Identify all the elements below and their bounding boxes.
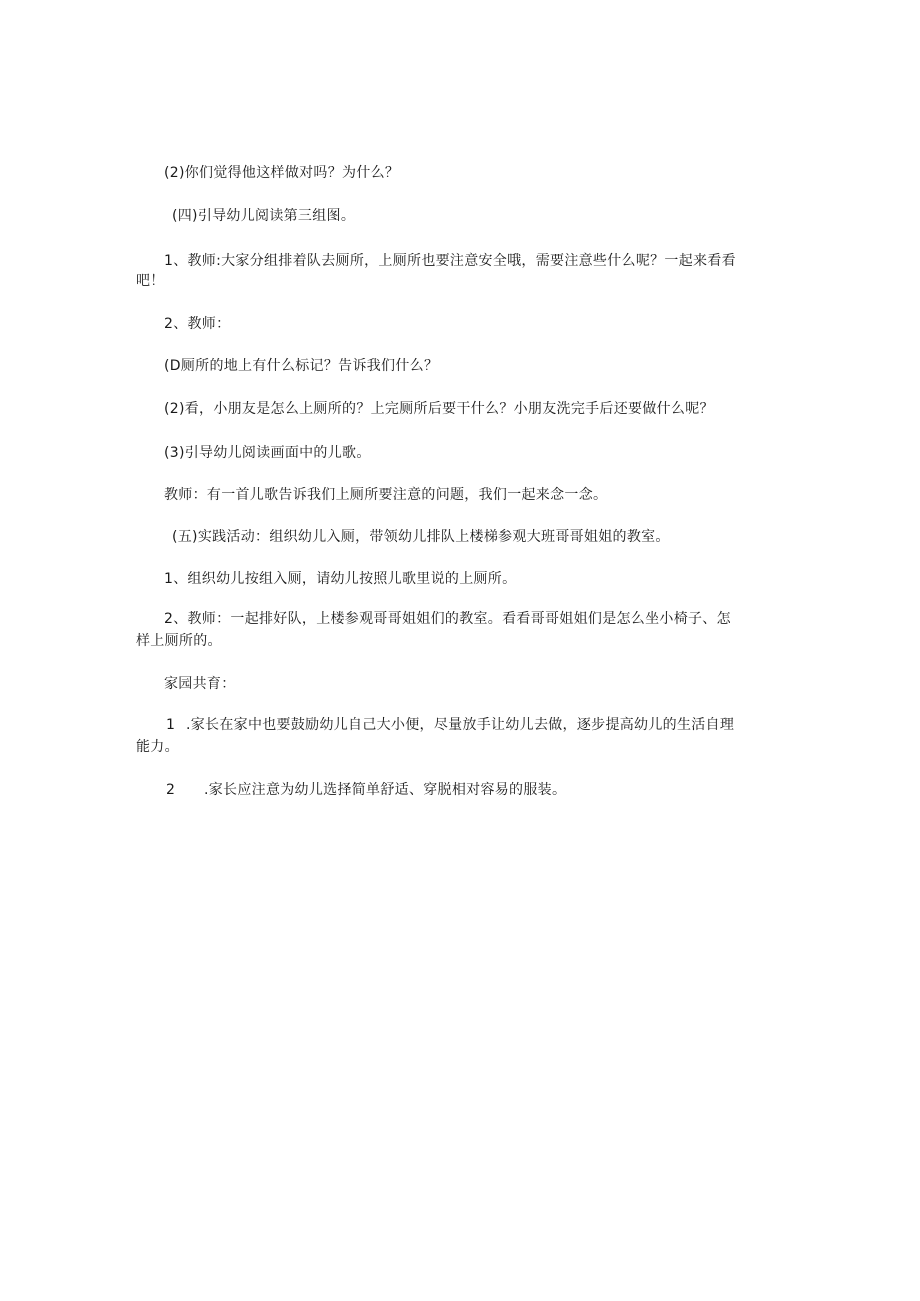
paragraph-teacher-2: 2、教师：	[164, 316, 231, 332]
paragraph-item-3: (3)引导幼儿阅读画面中的儿歌。	[164, 445, 371, 461]
section-heading-4: (四)引导幼儿阅读第三组图。	[172, 208, 356, 224]
paragraph-item-1: (D厕所的地上有什么标记？告诉我们什么？	[164, 358, 439, 374]
paragraph-teacher-song: 教师：有一首儿歌告诉我们上厕所要注意的问题，我们一起来念一念。	[164, 487, 608, 503]
paragraph-practice-2-line-2: 样上厕所的。	[136, 633, 222, 649]
paragraph-practice-2-line-1: 2、教师：一起排好队，上楼参观哥哥姐姐们的教室。看看哥哥姐姐们是怎么坐小椅子、怎	[164, 611, 731, 627]
paragraph-teacher-1-line-2: 吧！	[136, 273, 165, 289]
paragraph-practice-1: 1、组织幼儿按组入厕，请幼儿按照儿歌里说的上厕所。	[164, 571, 517, 587]
paragraph-home-1-line-2: 能力。	[136, 739, 179, 755]
paragraph-home-1-line-1: .家长在家中也要鼓励幼儿自己大小便，尽量放手让幼儿去做，逐步提高幼儿的生活自理	[186, 717, 735, 733]
section-heading-home: 家园共育：	[164, 676, 236, 692]
paragraph-question-2: (2)你们觉得他这样做对吗？为什么？	[164, 165, 400, 181]
paragraph-home-2: .家长应注意为幼儿选择简单舒适、穿脱相对容易的服装。	[204, 782, 567, 798]
section-heading-5: (五)实践活动：组织幼儿入厕，带领幼儿排队上楼梯参观大班哥哥姐姐的教室。	[172, 529, 670, 545]
list-number-2: 2	[166, 782, 176, 798]
paragraph-item-2: (2)看，小朋友是怎么上厕所的？上完厕所后要干什么？小朋友洗完手后还要做什么呢？	[164, 401, 714, 417]
list-number-1: 1	[166, 717, 176, 733]
paragraph-teacher-1-line-1: 1、教师:大家分组排着队去厕所，上厕所也要注意安全哦，需要注意些什么呢？一起来看看	[164, 253, 736, 269]
